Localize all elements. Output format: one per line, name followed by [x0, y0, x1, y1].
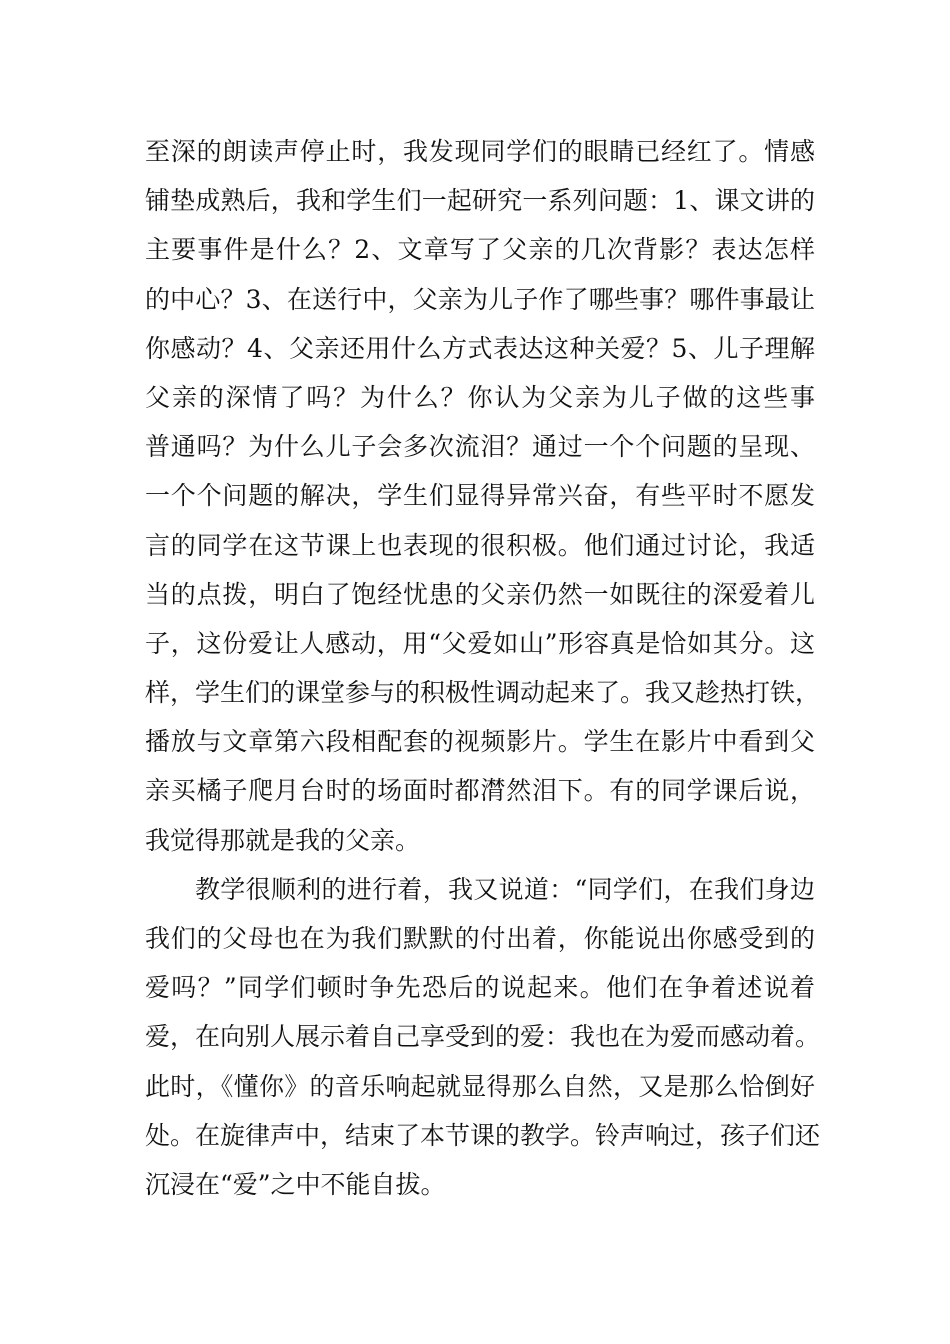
text-line: 亲买橘子爬月台时的场面时都潸然泪下。有的同学课后说， — [145, 776, 815, 806]
text-line: 的中心？3、在送行中，父亲为儿子作了哪些事？哪件事最让 — [145, 284, 815, 314]
text-line: 铺垫成熟后，我和学生们一起研究一系列问题：1、课文讲的 — [145, 186, 815, 216]
text-line: 你感动？4、父亲还用什么方式表达这种关爱？5、儿子理解 — [145, 333, 815, 363]
text-line: 子，这份爱让人感动，用“父爱如山”形容真是恰如其分。这 — [145, 628, 815, 658]
text-line: 此时，《懂你》的音乐响起就显得那么自然，又是那么恰倒好 — [145, 1071, 815, 1101]
text-line: 当的点拨，明白了饱经忧患的父亲仍然一如既往的深爱着儿 — [145, 579, 815, 609]
text-line: 沉浸在“爱”之中不能自拔。 — [145, 1169, 446, 1199]
text-line: 主要事件是什么？2、文章写了父亲的几次背影？表达怎样 — [145, 235, 815, 265]
text-line: 教学很顺利的进行着，我又说道：“同学们，在我们身边 — [195, 874, 815, 904]
body-text — [145, 127, 821, 1209]
text-line: 播放与文章第六段相配套的视频影片。学生在影片中看到父 — [145, 727, 815, 757]
text-line: 一个个问题的解决，学生们显得异常兴奋，有些平时不愿发 — [145, 481, 815, 511]
text-line: 父亲的深情了吗？为什么？你认为父亲为儿子做的这些事 — [145, 382, 815, 412]
text-line: 爱，在向别人展示着自己享受到的爱：我也在为爱而感动着。 — [145, 1022, 821, 1052]
paragraph-1 — [145, 127, 821, 865]
text-line: 言的同学在这节课上也表现的很积极。他们通过讨论，我适 — [145, 530, 815, 560]
text-line: 我们的父母也在为我们默默的付出着，你能说出你感受到的 — [145, 924, 815, 953]
text-line: 我觉得那就是我的父亲。 — [145, 825, 421, 855]
paragraph-2 — [145, 865, 821, 1209]
text-line: 普通吗？为什么儿子会多次流泪？通过一个个问题的呈现、 — [145, 432, 815, 462]
text-line: 爱吗？”同学们顿时争先恐后的说起来。他们在争着述说着 — [145, 973, 815, 1003]
text-line: 处。在旋律声中，结束了本节课的教学。铃声响过，孩子们还 — [145, 1120, 821, 1150]
text-line: 样，学生们的课堂参与的积极性调动起来了。我又趁热打铁， — [145, 678, 821, 708]
text-line: 至深的朗读声停止时，我发现同学们的眼睛已经红了。情感 — [145, 137, 815, 166]
